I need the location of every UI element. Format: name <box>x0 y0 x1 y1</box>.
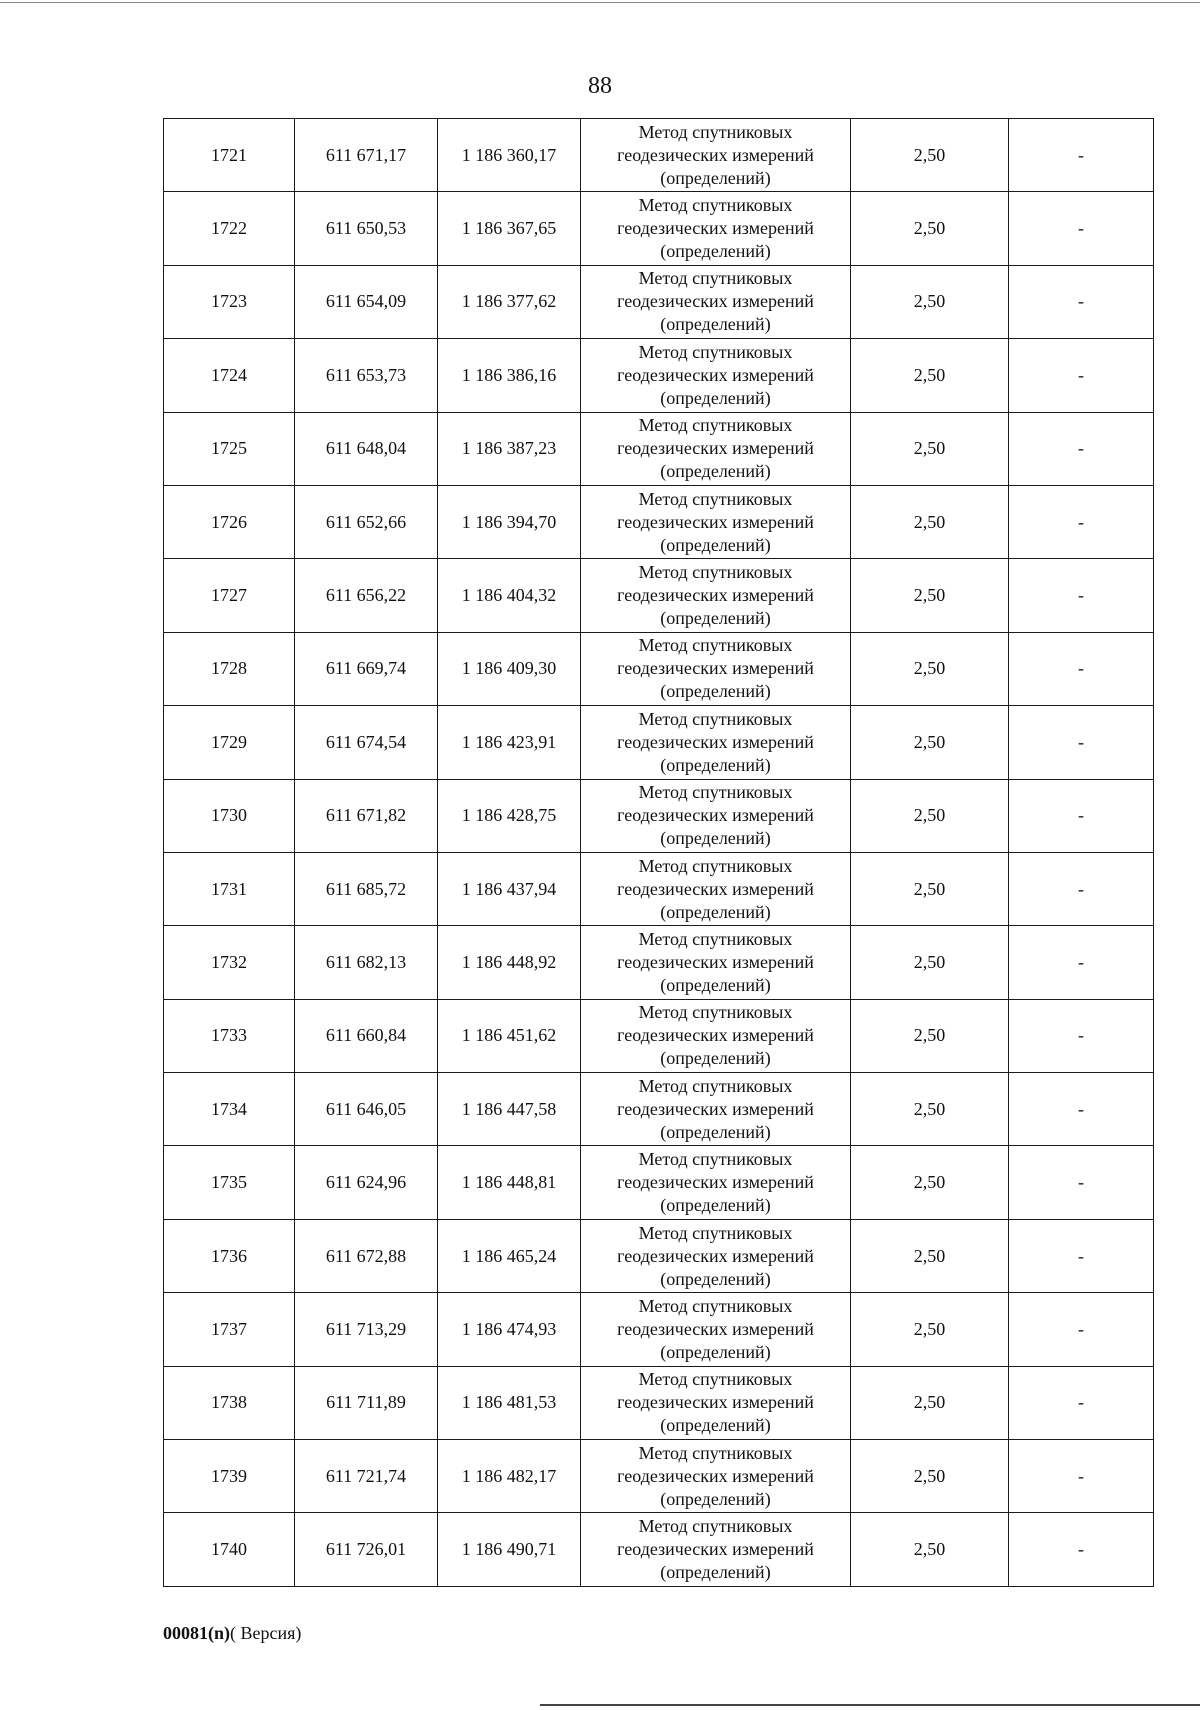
x-coordinate-cell: 611 653,73 <box>295 339 438 412</box>
table-row <box>164 339 1154 412</box>
y-coordinate-cell: 1 186 448,81 <box>438 1146 581 1219</box>
table-row <box>164 412 1154 485</box>
method-text-line: (определений) <box>660 754 771 775</box>
method-text-line: (определений) <box>660 534 771 555</box>
table-row <box>164 852 1154 925</box>
table-row <box>164 1219 1154 1292</box>
y-coordinate-cell: 1 186 428,75 <box>438 779 581 852</box>
method-text-line: (определений) <box>660 1562 771 1583</box>
method-cell <box>581 852 851 925</box>
table-row <box>164 926 1154 999</box>
y-coordinate-cell: 1 186 490,71 <box>438 1513 581 1586</box>
table-row <box>164 119 1154 192</box>
accuracy-cell: 2,50 <box>851 1440 1009 1513</box>
extra-cell: - <box>1009 1293 1154 1366</box>
table-row <box>164 1073 1154 1146</box>
table-row <box>164 1146 1154 1219</box>
document-footer <box>163 1622 301 1644</box>
method-text-line: геодезических измерений <box>617 1392 814 1413</box>
extra-cell: - <box>1009 412 1154 485</box>
table-row <box>164 265 1154 338</box>
table-row <box>164 632 1154 705</box>
accuracy-cell: 2,50 <box>851 559 1009 632</box>
accuracy-cell: 2,50 <box>851 119 1009 192</box>
method-text-line: Метод спутниковых <box>638 635 793 656</box>
y-coordinate-cell: 1 186 409,30 <box>438 632 581 705</box>
method-cell <box>581 1293 851 1366</box>
x-coordinate-cell: 611 671,82 <box>295 779 438 852</box>
y-coordinate-cell: 1 186 437,94 <box>438 852 581 925</box>
table-row <box>164 1513 1154 1586</box>
point-number-cell: 1734 <box>164 1073 295 1146</box>
x-coordinate-cell: 611 652,66 <box>295 485 438 558</box>
method-text-line: геодезических измерений <box>617 1465 814 1486</box>
y-coordinate-cell: 1 186 423,91 <box>438 706 581 779</box>
x-coordinate-cell: 611 671,17 <box>295 119 438 192</box>
extra-cell: - <box>1009 779 1154 852</box>
extra-cell: - <box>1009 339 1154 412</box>
method-text-line: геодезических измерений <box>617 1172 814 1193</box>
method-text-line: (определений) <box>660 167 771 188</box>
x-coordinate-cell: 611 672,88 <box>295 1219 438 1292</box>
method-text-line: Метод спутниковых <box>638 415 793 436</box>
point-number-cell: 1738 <box>164 1366 295 1439</box>
accuracy-cell: 2,50 <box>851 1219 1009 1292</box>
table-row <box>164 1293 1154 1366</box>
method-text-line: геодезических измерений <box>617 291 814 312</box>
point-number-cell: 1736 <box>164 1219 295 1292</box>
method-text-line: геодезических измерений <box>617 218 814 239</box>
point-number-cell: 1729 <box>164 706 295 779</box>
extra-cell: - <box>1009 1073 1154 1146</box>
method-cell <box>581 926 851 999</box>
method-text-line: Метод спутниковых <box>638 341 793 362</box>
x-coordinate-cell: 611 624,96 <box>295 1146 438 1219</box>
method-text-line: геодезических измерений <box>617 1245 814 1266</box>
table-row <box>164 706 1154 779</box>
table-row <box>164 1440 1154 1513</box>
x-coordinate-cell: 611 656,22 <box>295 559 438 632</box>
method-text-line: геодезических измерений <box>617 1098 814 1119</box>
y-coordinate-cell: 1 186 482,17 <box>438 1440 581 1513</box>
x-coordinate-cell: 611 674,54 <box>295 706 438 779</box>
y-coordinate-cell: 1 186 377,62 <box>438 265 581 338</box>
method-text-line: Метод спутниковых <box>638 782 793 803</box>
method-cell <box>581 1073 851 1146</box>
point-number-cell: 1740 <box>164 1513 295 1586</box>
point-number-cell: 1730 <box>164 779 295 852</box>
method-cell <box>581 1366 851 1439</box>
method-text-line: Метод спутниковых <box>638 928 793 949</box>
method-text-line: Метод спутниковых <box>638 1149 793 1170</box>
x-coordinate-cell: 611 646,05 <box>295 1073 438 1146</box>
method-text-line: (определений) <box>660 1488 771 1509</box>
table-row <box>164 559 1154 632</box>
document-version-label: ( Версия) <box>230 1623 302 1643</box>
table-row <box>164 1366 1154 1439</box>
y-coordinate-cell: 1 186 360,17 <box>438 119 581 192</box>
extra-cell: - <box>1009 559 1154 632</box>
accuracy-cell: 2,50 <box>851 192 1009 265</box>
method-cell <box>581 779 851 852</box>
extra-cell: - <box>1009 706 1154 779</box>
accuracy-cell: 2,50 <box>851 999 1009 1072</box>
table-row <box>164 999 1154 1072</box>
method-text-line: (определений) <box>660 608 771 629</box>
method-cell <box>581 412 851 485</box>
table-row <box>164 779 1154 852</box>
extra-cell: - <box>1009 999 1154 1072</box>
extra-cell: - <box>1009 1219 1154 1292</box>
method-text-line: (определений) <box>660 461 771 482</box>
method-text-line: геодезических измерений <box>617 731 814 752</box>
x-coordinate-cell: 611 648,04 <box>295 412 438 485</box>
y-coordinate-cell: 1 186 465,24 <box>438 1219 581 1292</box>
method-text-line: Метод спутниковых <box>638 1516 793 1537</box>
extra-cell: - <box>1009 192 1154 265</box>
method-text-line: Метод спутниковых <box>638 855 793 876</box>
x-coordinate-cell: 611 660,84 <box>295 999 438 1072</box>
method-text-line: (определений) <box>660 1195 771 1216</box>
method-text-line: (определений) <box>660 681 771 702</box>
method-text-line: геодезических измерений <box>617 511 814 532</box>
accuracy-cell: 2,50 <box>851 1366 1009 1439</box>
method-text-line: (определений) <box>660 828 771 849</box>
coordinates-table-body <box>164 119 1154 1587</box>
method-cell <box>581 485 851 558</box>
method-text-line: (определений) <box>660 1415 771 1436</box>
accuracy-cell: 2,50 <box>851 1513 1009 1586</box>
point-number-cell: 1732 <box>164 926 295 999</box>
method-text-line: Метод спутниковых <box>638 268 793 289</box>
method-text-line: Метод спутниковых <box>638 1075 793 1096</box>
extra-cell: - <box>1009 1366 1154 1439</box>
method-text-line: Метод спутниковых <box>638 1222 793 1243</box>
accuracy-cell: 2,50 <box>851 265 1009 338</box>
x-coordinate-cell: 611 711,89 <box>295 1366 438 1439</box>
scan-top-edge-line <box>0 2 1200 3</box>
method-text-line: геодезических измерений <box>617 1318 814 1339</box>
accuracy-cell: 2,50 <box>851 779 1009 852</box>
x-coordinate-cell: 611 669,74 <box>295 632 438 705</box>
x-coordinate-cell: 611 721,74 <box>295 1440 438 1513</box>
method-text-line: Метод спутниковых <box>638 195 793 216</box>
point-number-cell: 1733 <box>164 999 295 1072</box>
method-text-line: (определений) <box>660 387 771 408</box>
y-coordinate-cell: 1 186 394,70 <box>438 485 581 558</box>
method-text-line: геодезических измерений <box>617 951 814 972</box>
method-text-line: (определений) <box>660 974 771 995</box>
accuracy-cell: 2,50 <box>851 1146 1009 1219</box>
method-cell <box>581 632 851 705</box>
point-number-cell: 1735 <box>164 1146 295 1219</box>
x-coordinate-cell: 611 713,29 <box>295 1293 438 1366</box>
x-coordinate-cell: 611 685,72 <box>295 852 438 925</box>
point-number-cell: 1739 <box>164 1440 295 1513</box>
point-number-cell: 1725 <box>164 412 295 485</box>
method-cell <box>581 559 851 632</box>
x-coordinate-cell: 611 682,13 <box>295 926 438 999</box>
method-text-line: геодезических измерений <box>617 1025 814 1046</box>
table-row <box>164 192 1154 265</box>
page-number: 88 <box>588 73 612 99</box>
y-coordinate-cell: 1 186 387,23 <box>438 412 581 485</box>
method-text-line: (определений) <box>660 1121 771 1142</box>
method-text-line: Метод спутниковых <box>638 1442 793 1463</box>
accuracy-cell: 2,50 <box>851 412 1009 485</box>
method-text-line: (определений) <box>660 241 771 262</box>
table-row <box>164 485 1154 558</box>
method-cell <box>581 999 851 1072</box>
accuracy-cell: 2,50 <box>851 339 1009 412</box>
y-coordinate-cell: 1 186 451,62 <box>438 999 581 1072</box>
coordinates-table <box>163 118 1154 1587</box>
extra-cell: - <box>1009 926 1154 999</box>
extra-cell: - <box>1009 1440 1154 1513</box>
extra-cell: - <box>1009 265 1154 338</box>
method-cell <box>581 339 851 412</box>
accuracy-cell: 2,50 <box>851 852 1009 925</box>
y-coordinate-cell: 1 186 481,53 <box>438 1366 581 1439</box>
method-text-line: геодезических измерений <box>617 805 814 826</box>
point-number-cell: 1731 <box>164 852 295 925</box>
extra-cell: - <box>1009 1146 1154 1219</box>
accuracy-cell: 2,50 <box>851 632 1009 705</box>
point-number-cell: 1727 <box>164 559 295 632</box>
y-coordinate-cell: 1 186 448,92 <box>438 926 581 999</box>
document-code: 00081(n) <box>163 1623 230 1643</box>
scan-bottom-edge-line <box>540 1704 1200 1706</box>
method-text-line: (определений) <box>660 1268 771 1289</box>
accuracy-cell: 2,50 <box>851 1073 1009 1146</box>
x-coordinate-cell: 611 654,09 <box>295 265 438 338</box>
y-coordinate-cell: 1 186 367,65 <box>438 192 581 265</box>
method-text-line: (определений) <box>660 1341 771 1362</box>
point-number-cell: 1737 <box>164 1293 295 1366</box>
method-text-line: Метод спутниковых <box>638 1002 793 1023</box>
method-text-line: Метод спутниковых <box>638 1369 793 1390</box>
y-coordinate-cell: 1 186 474,93 <box>438 1293 581 1366</box>
method-cell <box>581 1219 851 1292</box>
y-coordinate-cell: 1 186 404,32 <box>438 559 581 632</box>
method-cell <box>581 119 851 192</box>
point-number-cell: 1724 <box>164 339 295 412</box>
method-text-line: (определений) <box>660 1048 771 1069</box>
method-text-line: геодезических измерений <box>617 438 814 459</box>
accuracy-cell: 2,50 <box>851 485 1009 558</box>
method-text-line: геодезических измерений <box>617 1539 814 1560</box>
method-text-line: геодезических измерений <box>617 585 814 606</box>
method-text-line: геодезических измерений <box>617 144 814 165</box>
point-number-cell: 1721 <box>164 119 295 192</box>
x-coordinate-cell: 611 726,01 <box>295 1513 438 1586</box>
method-text-line: геодезических измерений <box>617 658 814 679</box>
method-text-line: (определений) <box>660 314 771 335</box>
y-coordinate-cell: 1 186 447,58 <box>438 1073 581 1146</box>
method-text-line: геодезических измерений <box>617 364 814 385</box>
method-text-line: Метод спутниковых <box>638 708 793 729</box>
accuracy-cell: 2,50 <box>851 1293 1009 1366</box>
method-cell <box>581 706 851 779</box>
extra-cell: - <box>1009 1513 1154 1586</box>
method-cell <box>581 1513 851 1586</box>
method-cell <box>581 1146 851 1219</box>
method-text-line: Метод спутниковых <box>638 121 793 142</box>
extra-cell: - <box>1009 852 1154 925</box>
extra-cell: - <box>1009 485 1154 558</box>
method-text-line: Метод спутниковых <box>638 488 793 509</box>
extra-cell: - <box>1009 119 1154 192</box>
point-number-cell: 1722 <box>164 192 295 265</box>
method-text-line: Метод спутниковых <box>638 562 793 583</box>
extra-cell: - <box>1009 632 1154 705</box>
method-cell <box>581 1440 851 1513</box>
point-number-cell: 1723 <box>164 265 295 338</box>
point-number-cell: 1726 <box>164 485 295 558</box>
method-text-line: Метод спутниковых <box>638 1295 793 1316</box>
y-coordinate-cell: 1 186 386,16 <box>438 339 581 412</box>
method-cell <box>581 192 851 265</box>
method-cell <box>581 265 851 338</box>
x-coordinate-cell: 611 650,53 <box>295 192 438 265</box>
method-text-line: геодезических измерений <box>617 878 814 899</box>
method-text-line: (определений) <box>660 901 771 922</box>
accuracy-cell: 2,50 <box>851 706 1009 779</box>
point-number-cell: 1728 <box>164 632 295 705</box>
accuracy-cell: 2,50 <box>851 926 1009 999</box>
